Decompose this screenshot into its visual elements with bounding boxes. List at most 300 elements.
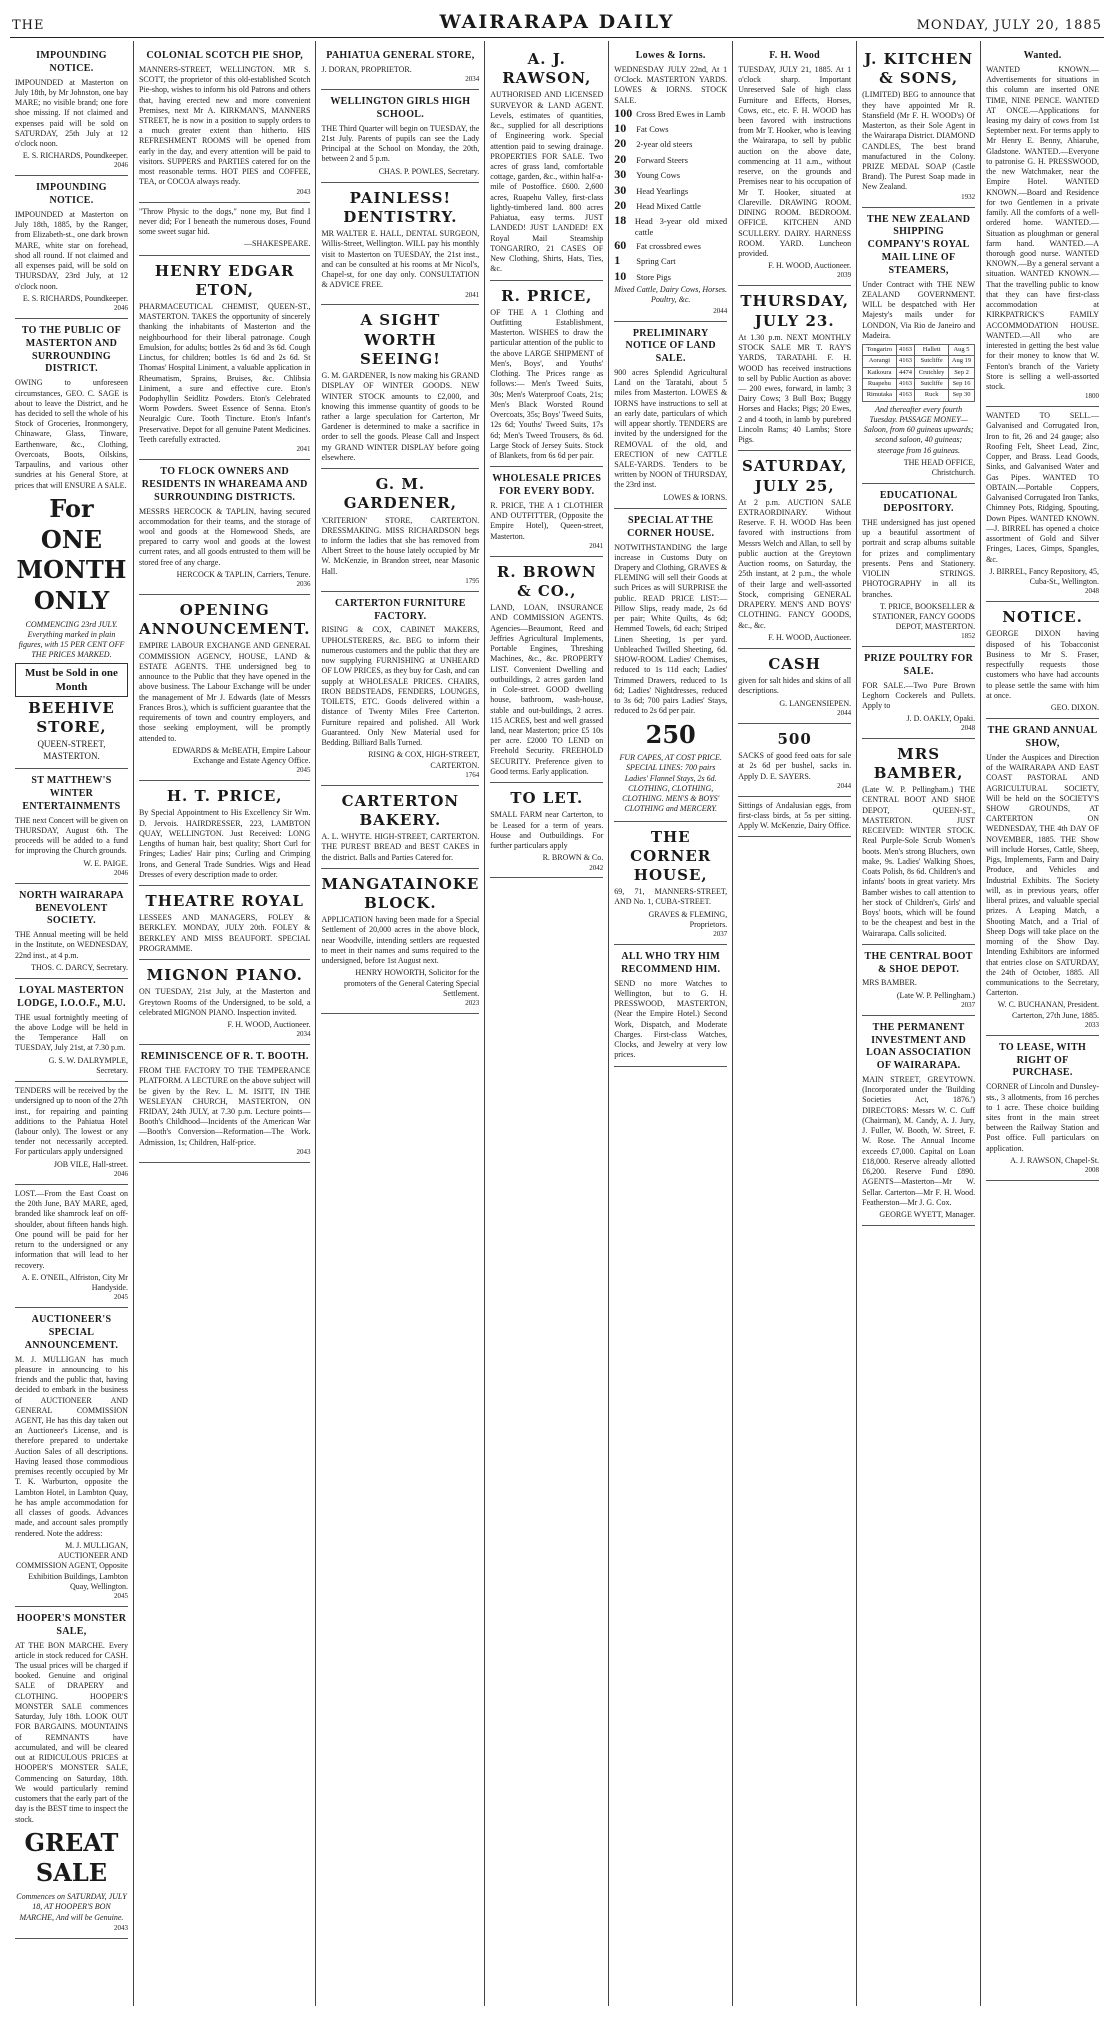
stock-count: 20 bbox=[614, 136, 627, 151]
ad-heading: 500 bbox=[777, 729, 812, 748]
sailing-cell: Sep 2 bbox=[948, 367, 974, 378]
ad-signature: GEORGE WYETT, Manager. bbox=[879, 1210, 976, 1220]
ad-body: IMPOUNDED at Masterton on July 18th, 1885, by the Ranger, from Elizabeth-st., one dark brown MARE, white star on forehead, shod all round. If not claimed and all expenses paid, will be sold on THURSDAY, 23rd July, at 12 o'clock noon. bbox=[15, 210, 128, 291]
stock-count: 30 bbox=[614, 182, 627, 197]
ad-reference-number: 2045 bbox=[113, 1591, 128, 1600]
ad-body: FROM THE FACTORY TO THE TEMPERANCE PLATFORM. A LECTURE on the above subject will be given by the Rev. L. M. ISITT, IN THE WESLEYAN CHURCH, MASTERTON, ON FRIDAY, 24th JULY, at 7.30 p.m. Lecture points—Booth's Childhood—Incidents of the American War—Booth's Conversion—Reformation—The Work. Admission, 1s; Children, Half-price. bbox=[138, 1066, 311, 1147]
ad-signature: CHAS. P. POWLES, Secretary. bbox=[378, 166, 480, 176]
ad-heading: HENRY EDGAR ETON, bbox=[154, 261, 295, 299]
ad-reference-number: 1764 bbox=[465, 770, 480, 779]
stock-desc: 2-year old steers bbox=[636, 139, 693, 150]
advertisement bbox=[321, 869, 479, 1014]
ad-body: PHARMACEUTICAL CHEMIST, QUEEN-ST., MASTERTON. TAKES the opportunity of sincerely thanking the inhabitants of Masterton and the neighbourhood for their liberal patronage. Cough Emulsion, for adults; bottles 2s 6d and 3s 6d. Cough Linctus, for children; bottles 1s 6d and 2s 6d. St Thomas' Hospital Liniment, a valuable application in Rheumatism, Sprains, Bruises, &c. Chlibsia Liniment, a sure and effective cure. Eton's Podophyllin Seidlitz Powders. Eton's Celebrated Worm Powders. Sweet Essence of Senna. Eton's Neuralgic Cure. Tooth Tincture. Eton's Infant's Preservative. Depot for all genuine Patent Medicines. Teeth carefully extracted. bbox=[138, 301, 311, 444]
ad-signature: RISING & COX, HIGH-STREET, CARTERTON. bbox=[368, 750, 480, 770]
advertisement bbox=[15, 1308, 128, 1607]
ad-heading: THE GRAND ANNUAL SHOW, bbox=[987, 725, 1098, 750]
ad-reference-number: 2045 bbox=[113, 1293, 128, 1302]
ad-body: THE undersigned has just opened up a beautiful assortment of portrait and scrap albums suitable for prizes and complimentary presents. Pens and Stationery. VIOLIN STRINGS. PHOTOGRAPHY in all its branches. bbox=[862, 517, 976, 599]
stock-row bbox=[614, 253, 727, 268]
ad-display-line: GREAT SALE bbox=[24, 1827, 119, 1888]
advertisement bbox=[862, 945, 975, 1016]
ad-reference-number: 2043 bbox=[296, 187, 311, 196]
advertisement bbox=[15, 769, 128, 884]
stock-desc: Spring Cart bbox=[636, 256, 676, 267]
advertisement bbox=[490, 783, 603, 878]
ad-body: WEDNESDAY JULY 22nd, At 1 O'Clock. MASTERTON YARDS. LOWES & IORNS. STOCK SALE. bbox=[614, 64, 728, 105]
column-7 bbox=[857, 41, 981, 2006]
ad-body: APPLICATION having been made for a Special Settlement of 20,000 acres in the above block, near Woodville, intending settlers are requested to meet in their names and sums required to the undersigned, before 1st August next. bbox=[321, 915, 480, 966]
ad-reference-number: 2041 bbox=[296, 445, 311, 454]
ad-signature: —SHAKESPEARE. bbox=[244, 239, 311, 249]
advertisement bbox=[738, 451, 851, 649]
advertisement bbox=[614, 822, 727, 945]
ad-reference-number: 2044 bbox=[713, 306, 728, 315]
ad-body: 900 acres Splendid Agricultural Land on the Taratahi, about 5 miles from Masterton. LOWES & IORNS have instructions to sell at an early date, particulars of which will appear shortly. TENDERS are invited by the undersigned for the REMOVAL of the old, and ERECTION of new CATTLE SALE-YARDS. Tenders to be written by NOON of THURSDAY, the 23rd inst. bbox=[614, 367, 728, 490]
ad-body: AUTHORISED AND LICENSED SURVEYOR & LAND AGENT. Levels, estimates of quantities, &c., supplied for all descriptions of Engineering work. Special attention paid to sewing drainage. PROPERTIES FOR SALE. Two acres of grass land, comfortable cottage, garden, &c., within half-a-mile of Postoffice. £600. 2,600 acres, Ruapehu Valley, first-class lightly-timbered land. 800 acres Pahiatua, easy terms. JUST LANDED! JUST LANDED! EX Royal Mail Steamship TONGARIRO, 21 CASES OF New Clothing, Shirts, Hats, Ties, &c. bbox=[490, 90, 604, 274]
ad-heading: OPENING ANNOUNCEMENT. bbox=[138, 601, 311, 639]
advertisement bbox=[321, 44, 479, 90]
ad-signature: HERCOCK & TAPLIN, Carriers, Tenure. bbox=[176, 569, 311, 579]
ad-body: M. J. MULLIGAN has much pleasure in announcing to his friends and the public that, having decided to embark in the business of AUCTIONEER AND GENERAL COMMISSION AGENT, He has this day taken out an Auctioneer's License, and is therefore prepared to undertake Auction Sales of all descriptions. Having leased those commodious premises recently occupied by Mr T. K. Warburton, opposite the Lambton Hotel, in Lambton Quay, he has ample accommodation for all classes of goods. Advances made, and account sales promptly rendered. Note the address: bbox=[15, 1354, 128, 1538]
ad-reference-number: 2044 bbox=[837, 708, 852, 717]
ad-signature: JOB VILE, Hall-street. bbox=[53, 1159, 128, 1169]
column-5 bbox=[609, 41, 733, 2006]
ad-signature: LOWES & IORNS. bbox=[663, 492, 728, 502]
advertisement bbox=[321, 592, 479, 786]
sailing-cell: Tongariro bbox=[863, 345, 896, 356]
advertisement bbox=[15, 176, 128, 319]
advertisement bbox=[321, 469, 479, 592]
masthead-left: THE bbox=[12, 18, 45, 33]
stock-count: 18 bbox=[614, 213, 627, 228]
ad-reference-number: 2048 bbox=[1085, 587, 1100, 596]
sailing-cell: Sutcliffe bbox=[915, 356, 949, 367]
sailing-cell: Crutchley bbox=[915, 367, 949, 378]
ad-body: MRS BAMBER. bbox=[862, 978, 917, 988]
ad-body: At 1.30 p.m. NEXT MONTHLY STOCK SALE MR T. RAY'S YARDS, TARATAHI. F. H. WOOD has received instructions to sell by Public Auction as above:— 200 ewes, forward, in lamb; 3 Dairy Cows; 3 Bull Box; Buggy Horses and Hacks; Pigs; 20 Ewes, 2 and 4 tooth, in lamb by purebred Lincoln Rams; 40 Lambs; Store Pigs. bbox=[738, 332, 852, 445]
ad-reference-number: 2037 bbox=[713, 930, 728, 939]
column-6 bbox=[733, 41, 857, 2006]
advertisement bbox=[862, 44, 975, 208]
sailing-row bbox=[863, 390, 975, 401]
advertisement bbox=[139, 886, 311, 960]
stock-count: 100 bbox=[614, 105, 633, 120]
advertisement bbox=[986, 602, 1099, 719]
ad-reference-number: 2042 bbox=[589, 863, 604, 872]
ad-signature: THOS. C. DARCY, Secretary. bbox=[31, 962, 128, 972]
ad-signature: T. PRICE, BOOKSELLER & STATIONER, FANCY GOODS DEPOT, MASTERTON. bbox=[872, 601, 976, 632]
advertisement bbox=[738, 44, 851, 286]
ad-reference-number: 2008 bbox=[1085, 1166, 1100, 1175]
ad-heading: PAINLESS! DENTISTRY. bbox=[343, 188, 458, 226]
ad-reference-number: 1800 bbox=[1085, 392, 1100, 401]
ad-heading: HOOPER'S MONSTER SALE, bbox=[16, 1612, 127, 1637]
columns bbox=[10, 41, 1104, 2006]
ad-heading: Wanted. bbox=[1023, 50, 1062, 61]
ad-body: (Late W. P. Pellingham.) THE CENTRAL BOOT AND SHOE DEPOT, QUEEN-ST., MASTERTON. JUST RECEIVED: WINTER STOCK. Real Purple-Sole Scrub Women's boots. Men's strong Bluchers, own make, 9s. Ladies' Walking Shoes, Coats Polish, 8s 6d. Children's and infants' boots in great variety. Mrs Bamber wishes to call attention to her stock of Children's, Girls' and Boys' boots, which will be found to be the cheapest and best in the Wairarapa. Calls solicited. bbox=[862, 785, 976, 938]
ad-signature: W. E. PAIGE. bbox=[83, 858, 128, 868]
stock-desc: Forward Steers bbox=[636, 154, 688, 165]
sailing-row bbox=[863, 345, 975, 356]
ad-reference-number: 1852 bbox=[961, 632, 976, 641]
stock-count: 10 bbox=[614, 121, 627, 136]
ad-heading: H. T. PRICE, bbox=[166, 787, 283, 806]
ad-body: SMALL FARM near Carterton, to be Leased for a term of years. House and Outbuildings. For further particulars apply bbox=[490, 810, 604, 851]
ad-heading: COLONIAL SCOTCH PIE SHOP, bbox=[146, 50, 304, 61]
stock-desc: Head Yearlings bbox=[636, 185, 689, 196]
advertisement bbox=[139, 460, 311, 595]
column-1 bbox=[10, 41, 134, 2006]
ad-body: At 2 p.m. AUCTION SALE EXTRAORDINARY. Without Reserve. F. H. WOOD Has been favored with instructions from Messrs Welch and Allan, to sell by public auction at the Greytown Auction rooms, on Saturday, the 25th instant, at 2 p.m., the whole of their large and well-assorted Stock, comprising GENERAL DRAPERY. MEN'S AND BOYS' CLOTHING. FANCY GOODS, &c., &c. bbox=[738, 497, 852, 630]
ad-signature: G. S. W. DALRYMPLE, Secretary. bbox=[48, 1055, 128, 1075]
masthead-date: MONDAY, JULY 20, 1885 bbox=[916, 18, 1102, 33]
ad-body: THE usual fortnightly meeting of the above Lodge will be held in the Temperance Hall on TUESDAY, July 21st, at 7.30 p.m. bbox=[15, 1012, 128, 1053]
ad-signature: E. S. RICHARDS, Poundkeeper. bbox=[22, 293, 128, 303]
ad-heading: LOYAL MASTERTON LODGE, I.O.O.F., M.U. bbox=[17, 985, 126, 1009]
ad-heading: SATURDAY, JULY 25, bbox=[742, 457, 848, 495]
ad-body: MESSRS HERCOCK & TAPLIN, having secured accommodation for their teams, and the storage of wool and goods at the Homewood Sheds, are prepared to carry wool and goods at the lowest current rates, and all goods entrusted to them will be stored free of any charge. bbox=[138, 506, 311, 567]
sailing-cell: Kaikoura bbox=[863, 367, 896, 378]
ad-note: FUR CAPES, AT COST PRICE. SPECIAL LINES: 700 pairs Ladies' Flannel Stays, 2s 6d. CLOTHING, CLOTHING, CLOTHING. MEN'S & BOYS' CLOTHING and MERCERY. bbox=[619, 753, 722, 814]
ad-body: 'CRITERION' STORE, CARTERTON. DRESSMAKING. MISS RICHARDSON begs to inform the ladies that she has removed from Albert Street to the house lately occupied by Mr W. McKenzie, in Brandon street, near Masonic Hall. bbox=[321, 515, 480, 576]
stock-desc: Young Cows bbox=[636, 170, 681, 181]
ad-heading: CARTERTON BAKERY. bbox=[341, 791, 460, 829]
sailing-cell: Sutcliffe bbox=[915, 379, 949, 390]
ad-reference-number: 2034 bbox=[296, 1030, 311, 1039]
ad-body: J. DORAN, PROPRIETOR. bbox=[321, 64, 412, 74]
ad-display-line: 250 bbox=[645, 719, 696, 749]
advertisement bbox=[321, 786, 479, 869]
ad-heading: PRIZE POULTRY FOR SALE. bbox=[864, 653, 974, 678]
ad-reference-number: 2045 bbox=[296, 766, 311, 775]
ad-body: MAIN STREET, GREYTOWN. (Incorporated under the 'Building Societies Act, 1876.') DIRECTORS: Messrs W. C. Cuff (Chairman), M. Candy, A. J. Jury, J. Fuller, W. Booth, W. Street, F. W. Rose. The Annual Income exceeds £7,000. Capital on Loan £18,000. Reserve already allotted £6,200. Reserve Fund £890. AGENTS—Masterton—Mr W. Sellar. Carterton—Mr F. H. Wood. Featherston—Mr J. G. Cox. bbox=[862, 1074, 976, 1207]
ad-reference-number: 2044 bbox=[837, 781, 852, 790]
ad-heading: THEATRE ROYAL bbox=[145, 892, 304, 911]
ad-reference-number: 2043 bbox=[296, 1147, 311, 1156]
ad-heading: NORTH WAIRARAPA BENEVOLENT SOCIETY. bbox=[19, 889, 124, 927]
ad-body: FOR SALE.—Two Pure Brown Leghorn Cockerels and Pullets. Apply to bbox=[862, 680, 976, 711]
sailing-cell: 4163 bbox=[896, 345, 915, 356]
sailing-cell: Sep 30 bbox=[948, 390, 974, 401]
ad-reference-number: 2046 bbox=[113, 868, 128, 877]
column-3 bbox=[316, 41, 485, 2006]
ad-body: LESSEES AND MANAGERS, FOLEY & BERKLEY. MONDAY, JULY 20th. FOLEY & BERKLEY AND MISS BEAUFORT. SPECIAL PROGRAMME. bbox=[138, 913, 311, 953]
ad-body: NOTWITHSTANDING the large increase in Customs Duty on Drapery and Clothing, GRAVES & FLEMING will sell their Goods at such Prices as will SURPRISE the public. READ PRICE LIST:— Pillow Slips, ready made, 2s 6d per pair; White Quilts, 4s 6d; Hemmed Towels, 6d each; Striped Linen Sheeting, 1s per yard. Unbleached Twilled Sheeting, 6d. SHOW-ROOM. Ladies' Chemises, reduced to 1s 11d each; Ladies' Trimmed Drawers, reduced to 1s 6d; Ladies' Nightdresses, reduced to 3s 6d; 700 pairs Ladies' Stays, reduced to 2s 6d per pair. bbox=[614, 542, 728, 716]
stock-row bbox=[614, 238, 727, 253]
ad-heading: MRS BAMBER, bbox=[873, 744, 964, 783]
stock-count: 1 bbox=[614, 253, 621, 268]
ad-heading: ALL WHO TRY HIM RECOMMEND HIM. bbox=[621, 951, 721, 975]
advertisement bbox=[139, 1045, 311, 1163]
stock-row bbox=[614, 198, 727, 213]
ad-body: SEND no more Watches to Wellington, but to G. H. PRESSWOOD, MASTERTON, (Near the Empire Hotel.) Second Work, Dispatch, and Moderate Charges. First-class Watches, Clocks, and Jewelry at very low prices. bbox=[614, 978, 728, 1060]
sailing-row bbox=[863, 367, 975, 378]
advertisement bbox=[862, 647, 975, 738]
ad-signature: R. BROWN & Co. bbox=[542, 853, 604, 863]
advertisement bbox=[139, 595, 311, 781]
column-2 bbox=[134, 41, 317, 2006]
column-8 bbox=[981, 41, 1104, 2006]
ad-note: And thereafter every fourth Tuesday. PASSAGE MONEY—Saloon, from 60 guineas upwards; second saloon, 40 guineas; steerage from 16 guineas. bbox=[863, 404, 974, 455]
advertisement bbox=[15, 1607, 128, 1939]
stock-count: 60 bbox=[614, 238, 627, 252]
ad-heading: WHOLESALE PRICES FOR EVERY BODY. bbox=[492, 473, 602, 498]
ad-banner: Must be Sold in one Month bbox=[15, 663, 128, 697]
ad-body: GEORGE DIXON having disposed of his Tobacconist Business to Mr S. Fraser, respectfully requests those customers who have had accounts to please settle the same with him at once. bbox=[986, 629, 1100, 700]
stock-desc: Store Pigs bbox=[636, 271, 671, 282]
ad-reference-number: 2046 bbox=[113, 161, 128, 170]
ad-signature: J. D. OAKLY, Opaki. bbox=[906, 713, 976, 723]
sailing-table bbox=[862, 344, 975, 402]
ad-heading: IMPOUNDING NOTICE. bbox=[36, 50, 107, 74]
advertisement bbox=[614, 322, 727, 509]
masthead-title: WAIRARAPA DAILY bbox=[439, 11, 675, 33]
ad-reference-number: 2033 bbox=[1085, 1020, 1100, 1029]
ad-heading: IMPOUNDING NOTICE. bbox=[36, 182, 107, 207]
ad-heading: CASH bbox=[768, 655, 821, 674]
ad-heading: NOTICE. bbox=[1002, 608, 1083, 627]
stock-row bbox=[614, 136, 727, 151]
ad-body: TUESDAY, JULY 21, 1885. At 1 o'clock sharp. Important Unreserved Sale of high class Furniture and Effects, Horses, Cows, etc., etc. F. H. WOOD has been favored with instructions from Mr T. Hooker, who is leaving the Wairarapa, to sell by public auction on the above date, commencing at 11 a.m., without reserve, on the grounds and Premises near to his occupation of Mr T. Hooker, situated at Clareville. DRAWING ROOM. DINING ROOM. BEDROOM. OFFICE. KITCHEN AND SCULLERY. DAIRY. HARNESS ROOM. YARD. Luncheon provided. bbox=[738, 64, 852, 259]
ad-reference-number: 2036 bbox=[296, 580, 311, 589]
ad-heading: TO LEASE, WITH RIGHT OF PURCHASE. bbox=[999, 1041, 1087, 1079]
ad-body: EMPIRE LABOUR EXCHANGE AND GENERAL COMMISSION AGENCY, HOUSE, LAND & ESTATE AGENTS. THE undersigned beg to announce to the Public that they have opened in the above business. The Labour Exchange will be under the management of Mr J. Edwards (late of Messrs Frances Bros.), which is sufficient guarantee that the requirements of town and country employers, and those seeking employment, will be promptly attended to. bbox=[138, 641, 311, 743]
advertisement bbox=[15, 319, 128, 769]
sailing-cell: Sep 16 bbox=[948, 379, 974, 390]
ad-body: 69, 71, MANNERS-STREET, AND No. 1, CUBA-STREET. bbox=[614, 887, 728, 907]
advertisement bbox=[321, 90, 479, 183]
ad-signature: F. H. WOOD, Auctioneer. bbox=[227, 1020, 311, 1030]
ad-body: OF THE A 1 Clothing and Outfitting Establishment, Masterton. WISHES to draw the particular attention of the public to the above LARGE SHIPMENT of Men's, Boys', and Youths' Clothing. The Prices range as follows:— Men's Tweed Suits, 30s; Men's Waterproof Coats, 21s; Men's Black Worsted Round Overcoats, 35s; Boys' Tweed Suits, 12s 6d; Youths' Tweed Suits, 17s 6d; Men's Tweed Trousers, 8s 6d. Large Stock of Jersey Suits. Stock of Blankets, from 6s 6d per pair. bbox=[490, 307, 604, 461]
ad-heading: TO FLOCK OWNERS AND RESIDENTS IN WHAREAMA AND SURROUNDING DISTRICTS. bbox=[141, 466, 308, 503]
ad-heading: SPECIAL AT THE CORNER HOUSE. bbox=[627, 514, 715, 539]
ad-body: (LIMITED) BEG to announce that they have appointed Mr R. Stansfield (Mr F. H. WOOD's) Of Masterton, as their Sole Agent in the Wairarapa District. DIAMOND CANDLES, The best brand manufactured in the Colony. PRIZE MEDAL SOAP (Castle Brand). The Purest Soap made in New Zealand. bbox=[862, 90, 976, 192]
ad-reference-number: 1932 bbox=[961, 192, 976, 201]
column-4 bbox=[485, 41, 609, 2006]
ad-heading: J. KITCHEN & SONS, bbox=[864, 50, 974, 88]
ad-reference-number: 2041 bbox=[465, 290, 480, 299]
advertisement bbox=[986, 44, 1099, 407]
stock-row bbox=[614, 167, 727, 182]
ad-body: LAND, LOAN, INSURANCE AND COMMISSION AGENTS. Agencies—Beaumont, Reed and Jeffries Agricultural Implements, Portable Engines, Threshing Machines, &c., &c. PROPERTY LIST. Convenient Dwelling and outbuildings, 2 acres garden land in Cole-street. GOOD dwelling house, bathroom, wash-house, stable and out-buildings, 2 acres. 115 ACRES, best and well grassed land, near Masterton; price £5 10s per acre. £2000 TO LEND on Freehold Security. FREEHOLD SECURITY. Preference given to Good terms. Early application. bbox=[490, 603, 604, 776]
stock-desc: Cross Bred Ewes in Lamb bbox=[636, 108, 726, 119]
ad-signature: HENRY HOWORTH, Solicitor for the promoters of the General Catering Special Settlement. bbox=[343, 968, 480, 998]
ad-body: A. L. WHYTE. HIGH-STREET, CARTERTON. THE PUREST BREAD and BEST CAKES in the district. Balls and Parties Catered for. bbox=[321, 832, 480, 862]
advertisement bbox=[614, 509, 727, 822]
ad-display-line: For ONE MONTH ONLY bbox=[16, 493, 127, 615]
advertisement bbox=[862, 739, 975, 945]
sailing-cell: Ruck bbox=[915, 390, 949, 401]
ad-heading: ST MATTHEW'S WINTER ENTERTAINMENTS bbox=[22, 775, 121, 812]
ad-heading: TO THE PUBLIC OF MASTERTON AND SURROUNDING DISTRICT. bbox=[21, 325, 122, 375]
ad-body: OWING to unforeseen circumstances, GEO. C. SAGE is about to leave the District, and he has decided to sell the whole of his Stock of Groceries, Ironmongery, Chinaware, Glass, Tinware, Earthenware, &c., Clothing, Overcoats, Boots, Oilskins, Tarpaulins, and various other sundries at his General Store, at prices that will ENSURE A SALE. bbox=[15, 378, 128, 490]
sailing-cell: 4163 bbox=[896, 390, 915, 401]
advertisement bbox=[15, 1082, 128, 1185]
ad-body: MR WALTER E. HALL, DENTAL SURGEON, Willis-Street, Wellington. WILL pay his monthly visit to Masterton on TUESDAY, the 21st inst., and can be consulted at his rooms at Mr Nicol's, Chapel-st, for one day only. CONSULTATION & ADVICE FREE. bbox=[321, 229, 480, 290]
advertisement bbox=[738, 649, 851, 724]
stock-count: 20 bbox=[614, 197, 627, 212]
ad-body: RISING & COX, CABINET MAKERS, UPHOLSTERERS, &c. BEG to inform their numerous customers and the public that they are now supplying FURNISHING at UNHEARD OF LOW PRICES, as they buy for Cash, and can supply at WHOLESALE PRICES. CHAIRS, IRON BEDSTEADS, FENDERS, LOUNGES, TOILETS, ETC. Goods delivered within a distance of Twenty Miles Free Carterton. Furniture repaired and polished. All Work Guaranteed. Only New Material used for Bedding. Billiard Balls Turned. bbox=[321, 625, 480, 748]
ad-signature: THE HEAD OFFICE, Christchurch. bbox=[903, 457, 976, 478]
sailing-cell: Ruapehu bbox=[863, 379, 896, 390]
advertisement bbox=[490, 281, 603, 468]
advertisement bbox=[862, 208, 975, 485]
ad-signature: GRAVES & FLEMING, Proprietors. bbox=[648, 909, 728, 929]
ad-heading: THE NEW ZEALAND SHIPPING COMPANY'S ROYAL MAIL LINE OF STEAMERS, bbox=[867, 213, 971, 276]
stock-desc: Fat crossbred ewes bbox=[636, 241, 701, 251]
sailing-row bbox=[863, 379, 975, 390]
ad-heading: EDUCATIONAL DEPOSITORY. bbox=[879, 490, 958, 515]
ad-signature: E. S. RICHARDS, Poundkeeper. bbox=[22, 151, 128, 161]
advertisement bbox=[986, 1036, 1099, 1181]
ad-signature: G. LANGENSIEPEN. bbox=[779, 698, 852, 708]
sailing-cell: Aug 19 bbox=[948, 356, 974, 367]
ad-reference-number: 2048 bbox=[961, 723, 976, 732]
advertisement bbox=[321, 305, 479, 469]
ad-body: Sittings of Andalusian eggs, from first-class birds, at 5s per sitting. Apply W. McKenzie, Dairy Office. bbox=[738, 800, 852, 831]
advertisement bbox=[490, 557, 603, 783]
stock-row bbox=[614, 152, 727, 167]
advertisement bbox=[614, 44, 727, 322]
ad-body: By Special Appointment to His Excellency Sir Wm. D. Jervois. HAIRDRESSER, 223, LAMBTON QUAY, WELLINGTON. Just Received: LONG Lengths of human hair, best quality; Short Curl for Fringes; Ladies' Hair pins; Curling and Crimping Irons, and General Trade Sundries. Wigs and Head Dresses of every description made to order. bbox=[138, 808, 311, 879]
ad-reference-number: 2046 bbox=[113, 304, 128, 313]
advertisement bbox=[738, 724, 851, 797]
stock-desc: Head Mixed Cattle bbox=[636, 200, 701, 211]
advertisement bbox=[139, 44, 311, 203]
ad-note: COMMENCING 23rd JULY. Everything marked in plain figures, with 15 PER CENT OFF THE PRICES MARKED. bbox=[18, 619, 125, 660]
ad-reference-number: 2043 bbox=[113, 1923, 128, 1932]
ad-body: AT THE BON MARCHE. Every article in stock reduced for CASH. The usual prices will be charged if booked. Genuine and original SALE of DRAPERY and CLOTHING. HOOPER'S MONSTER SALE commences Saturday, July 18th. LOOK OUT FOR BARGAINS. MOUNTAINS of REMNANTS have accumulated, and will be cleared out at RIDICULOUS PRICES at HOOPER'S MONSTER SALE, Commencing on Saturday, 18th. We would particularly remind customers that the early part of the day is the BEST time to inspect the stock. bbox=[15, 1640, 128, 1824]
sailing-cell: 4474 bbox=[896, 367, 915, 378]
ad-heading: MANGATAINOKE BLOCK. bbox=[321, 874, 480, 912]
ad-body: given for salt hides and skins of all descriptions. bbox=[738, 676, 852, 696]
store-address: QUEEN-STREET, MASTERTON. bbox=[37, 739, 106, 761]
stock-row bbox=[614, 183, 727, 198]
sailing-cell: 4163 bbox=[896, 356, 915, 367]
ad-heading: THE CENTRAL BOOT & SHOE DEPOT. bbox=[864, 950, 973, 975]
advertisement bbox=[862, 484, 975, 647]
ad-reference-number: 2034 bbox=[465, 75, 480, 84]
sailing-cell: Aorangi bbox=[863, 356, 896, 367]
ad-signature: M. J. MULLIGAN, AUCTIONEER AND COMMISSION AGENT, Opposite Exhibition Buildings, Lambton Quay, Wellington. bbox=[15, 1540, 128, 1591]
advertisement bbox=[614, 945, 727, 1066]
advertisement bbox=[738, 797, 851, 838]
sailing-cell: Aug 5 bbox=[948, 345, 974, 356]
ad-reference-number: 1795 bbox=[465, 576, 480, 585]
ad-body: IMPOUNDED at Masterton on July 18th, by Mr Johnston, one bay MARE; no visible brand; one fore shoe missing. If not claimed and expenses paid will be sold on SATURDAY, 25th July at 12 o'clock noon. bbox=[15, 77, 128, 148]
stock-desc: Fat Cows bbox=[636, 124, 669, 135]
ad-heading: A SIGHT WORTH SEEING! bbox=[359, 311, 441, 368]
ad-body: LOST.—From the East Coast on the 20th June, BAY MARE, aged, branded like shamrock leaf on off-shoulder, about fifteen hands high. One pound will be paid for her return to the undersigned or any information that will lead to her recovery. bbox=[15, 1188, 128, 1270]
ad-body: R. PRICE, THE A 1 CLOTHIER AND OUTFITTER, (Opposite the Empire Hotel), Queen-street, Masterton. bbox=[490, 500, 604, 541]
ad-reference-number: 2041 bbox=[589, 541, 604, 550]
advertisement bbox=[738, 286, 851, 451]
ad-body: Under Contract with THE NEW ZEALAND GOVERNMENT. WILL be despatched with Her Majesty's mails under for LONDON, Via Rio de Janeiro and Madeira. bbox=[862, 279, 976, 340]
ad-body: G. M. GARDENER, Is now making his GRAND DISPLAY OF WINTER GOODS. NEW WINTER STOCK amounts to £2,000, and knowing this immense quantity of goods to be rather a large speculation for Carterton, Mr Gardener is determined to make a sacrifice in order to sell the goods. Please Call and Inspect my GRAND WINTER DISPLAY before going elsewhere. bbox=[321, 371, 480, 462]
ad-heading: TO LET. bbox=[510, 789, 584, 808]
ad-signature: J. BIRREL, Fancy Repository, 45, Cuba-St., Wellington. bbox=[989, 566, 1100, 586]
ad-heading: R. BROWN & CO., bbox=[496, 562, 597, 600]
ad-signature: GEO. DIXON. bbox=[1050, 703, 1100, 713]
ad-heading: WELLINGTON GIRLS HIGH SCHOOL. bbox=[330, 95, 471, 120]
stock-row bbox=[614, 269, 727, 284]
advertisement bbox=[490, 44, 603, 281]
ad-reference-number: 2037 bbox=[961, 1000, 976, 1009]
advertisement bbox=[139, 256, 311, 461]
ad-heading: PRELIMINARY NOTICE OF LAND SALE. bbox=[625, 327, 716, 365]
advertisement bbox=[321, 183, 479, 306]
sailing-cell: 4163 bbox=[896, 379, 915, 390]
advertisement bbox=[15, 979, 128, 1082]
ad-signature: A. E. O'NEIL, Alfriston, City Mr Handyside. bbox=[21, 1272, 128, 1292]
stock-count: 20 bbox=[614, 151, 627, 166]
ad-reference-number: 2039 bbox=[837, 271, 852, 280]
ad-heading: THE PERMANENT INVESTMENT AND LOAN ASSOCIATION OF WAIRARAPA. bbox=[866, 1021, 972, 1072]
ad-signature: (Late W. P. Pellingham.) bbox=[896, 990, 976, 1000]
ad-body: Under the Auspices and Direction of the WAIRARAPA AND EAST COAST PASTORAL AND AGRICULTURAL SOCIETY, Will be held on the SOCIETY'S SHOW GROUNDS, AT CARTERTON ON WEDNESDAY, THE 4th DAY OF NOVEMBER, 1885. THE Show will include Horses, Cattle, Sheep, Pigs, Implements, Farm and Dairy Produce, and Vehicles and Industrial Exhibits. The Society will, as in previous years, offer liberal prizes, and valuable special prizes. A Leaping Match, a Shooting Match, and a Trial of Sheep Dogs will take place on the morning of the Show Day. Intending Exhibitors are informed that entries close on SATURDAY, the 24th of October, 1885. All communications to the Secretary, Carterton. bbox=[986, 752, 1100, 998]
advertisement bbox=[139, 960, 311, 1045]
ad-heading: F. H. Wood bbox=[769, 50, 821, 61]
ad-body: SACKS of good feed oats for sale at 2s 6d per bushel, sacks in. Apply D. E. SAYERS. bbox=[738, 751, 852, 781]
ad-body: WANTED TO SELL.—Galvanised and Corrugated Iron, Iron to fit, 26 and 24 gauge; also Roofing Felt, Sheet Lead, Zinc, Copper, and Brass. Lead Goods, Sinks, and Galvanised Water and Gas Pipes. WANTED TO OBTAIN.—Portable Coppers, Galvanised Corrugated Iron Tanks, Chimney Pots, Ridging, Spouting, Down Pipes. WANTED KNOWN.—J. BIRREL has opened a choice assortment of Gold and Silver Fringes, Laces, Gimps, Spangles, &c. bbox=[986, 411, 1100, 564]
ad-body: MANNERS-STREET, WELLINGTON. MR S. SCOTT, the proprietor of this old-established Scotch Pie-shop, wishes to inform his old Patrons and others that, having erected new and more convenient Premises, next Mr A. KIRKMAN'S, MANNERS STREET, he is now in a position to supply orders to a much greater extent than hitherto. HIS REFRESHMENT ROOMS will be opened from early in the day, and every attention will be paid to visitors. SUPPERS and PARTIES catered for on the most reasonable terms. HOT PIES and COFFEE, TEA, or COCOA always ready. bbox=[138, 64, 311, 187]
ad-body: WANTED KNOWN.—Advertisements for situations in this column are inserted ONE TIME, NINE PENCE. WANTED AT ONCE.—Applications for leasing my dairy of cows from 1st September next. For terms apply to Mr Henry E. Benny, Ahiaruhe, Gladstone. WANTED.—Everyone to patronise G. H. PRESSWOOD, the new Watchmaker, near the Empire Hotel. WANTED KNOWN.—Board and Residence for two Gentlemen in a private family. All the comforts of a well-ordered home. WANTED.—Situation as ploughman or general farm hand. WANTED.—A thorough good nurse. WANTED KNOWN.—By a general servant a situation. WANTED KNOWN.—That the travelling public to know that they can have first-class accommodation at KIRKPATRICK'S FAMILY ACCOMMODATION HOUSE. WANTED.—All who are interested in getting the best value for their money to know that W. Fenton's branch of the Variety Store is selling a well-assorted stock. bbox=[986, 64, 1100, 392]
stock-desc: Head 3-year old mixed cattle bbox=[634, 216, 728, 238]
ad-body: TENDERS will be received by the undersigned up to noon of the 27th inst., for repairing and painting additions to the Pahiatua Hotel (labour only). The lowest or any tender not necessarily accepted. For particulars apply undersigned bbox=[15, 1086, 128, 1157]
ad-body: "Throw Physic to the dogs," none my, But find I never did; For I beneath the numerous doses, Found some sweet sugar hid. bbox=[138, 206, 311, 237]
ad-body: THE Third Quarter will begin on TUESDAY, the 21st July. Parents of pupils can see the Lady Principal at the School on Monday, the 20th, between 2 and 5 p.m. bbox=[321, 123, 480, 164]
advertisement bbox=[15, 44, 128, 176]
ad-signature: F. H. WOOD, Auctioneer. bbox=[768, 632, 852, 642]
ad-signature: F. H. WOOD, Auctioneer. bbox=[768, 261, 852, 271]
stock-count: 10 bbox=[614, 268, 627, 283]
ad-body: CORNER of Lincoln and Dunsley-sts., 3 allotments, from 16 perches to 1 acre. These choice building sites front in the main street between the Railway Station and Post office. Full particulars on application. bbox=[986, 1082, 1100, 1153]
stock-count: 30 bbox=[614, 167, 627, 182]
ad-reference-number: 2046 bbox=[113, 1169, 128, 1178]
ad-body: THE next Concert will be given on THURSDAY, August 6th. The proceeds will be added to a fund for improving the Church grounds. bbox=[15, 815, 128, 856]
ad-note: Commences on SATURDAY, JULY 18, AT HOOPER'S BON MARCHE, And will be Genuine. bbox=[16, 1892, 127, 1922]
ad-note: Mixed Cattle, Dairy Cows, Horses. Poultry, &c. bbox=[614, 285, 728, 305]
ad-heading: THURSDAY, JULY 23. bbox=[740, 292, 849, 330]
stock-row bbox=[614, 106, 727, 121]
advertisement bbox=[15, 1185, 128, 1308]
ad-signature: EDWARDS & McBEATH, Empire Labour Exchange and Estate Agency Office. bbox=[172, 745, 311, 766]
ad-heading: PAHIATUA GENERAL STORE, bbox=[326, 50, 475, 61]
advertisement bbox=[862, 1016, 975, 1226]
sailing-cell: Rimutaka bbox=[863, 390, 896, 401]
advertisement bbox=[139, 781, 311, 886]
stock-row bbox=[614, 121, 727, 136]
ad-heading: Lowes & Iorns. bbox=[635, 50, 706, 61]
ad-heading: CARTERTON FURNITURE FACTORY. bbox=[335, 597, 466, 622]
advertisement bbox=[986, 407, 1099, 602]
ad-heading: THE CORNER HOUSE, bbox=[630, 827, 712, 885]
ad-body: ON TUESDAY, 21st July, at the Masterton and Greytown Rooms of the Undersigned, to be sold, a celebrated MIGNON PIANO. Inspection invited. bbox=[138, 987, 311, 1017]
ad-heading: R. PRICE, bbox=[501, 286, 593, 305]
ad-heading: A. J. RAWSON, bbox=[502, 50, 592, 88]
advertisement bbox=[139, 203, 311, 256]
stock-row bbox=[614, 213, 727, 238]
ad-heading: MIGNON PIANO. bbox=[146, 966, 303, 985]
advertisement bbox=[15, 884, 128, 979]
ad-signature: A. J. RAWSON, Chapel-St. bbox=[1010, 1155, 1100, 1165]
ad-reference-number: 2023 bbox=[465, 999, 480, 1008]
sailing-cell: Hallett bbox=[915, 345, 949, 356]
sailing-row bbox=[863, 356, 975, 367]
ad-heading: REMINISCENCE OF R. T. BOOTH. bbox=[140, 1051, 309, 1063]
ad-heading: G. M. GARDENER, bbox=[343, 475, 457, 513]
ad-heading: AUCTIONEER'S SPECIAL ANNOUNCEMENT. bbox=[24, 1314, 119, 1351]
